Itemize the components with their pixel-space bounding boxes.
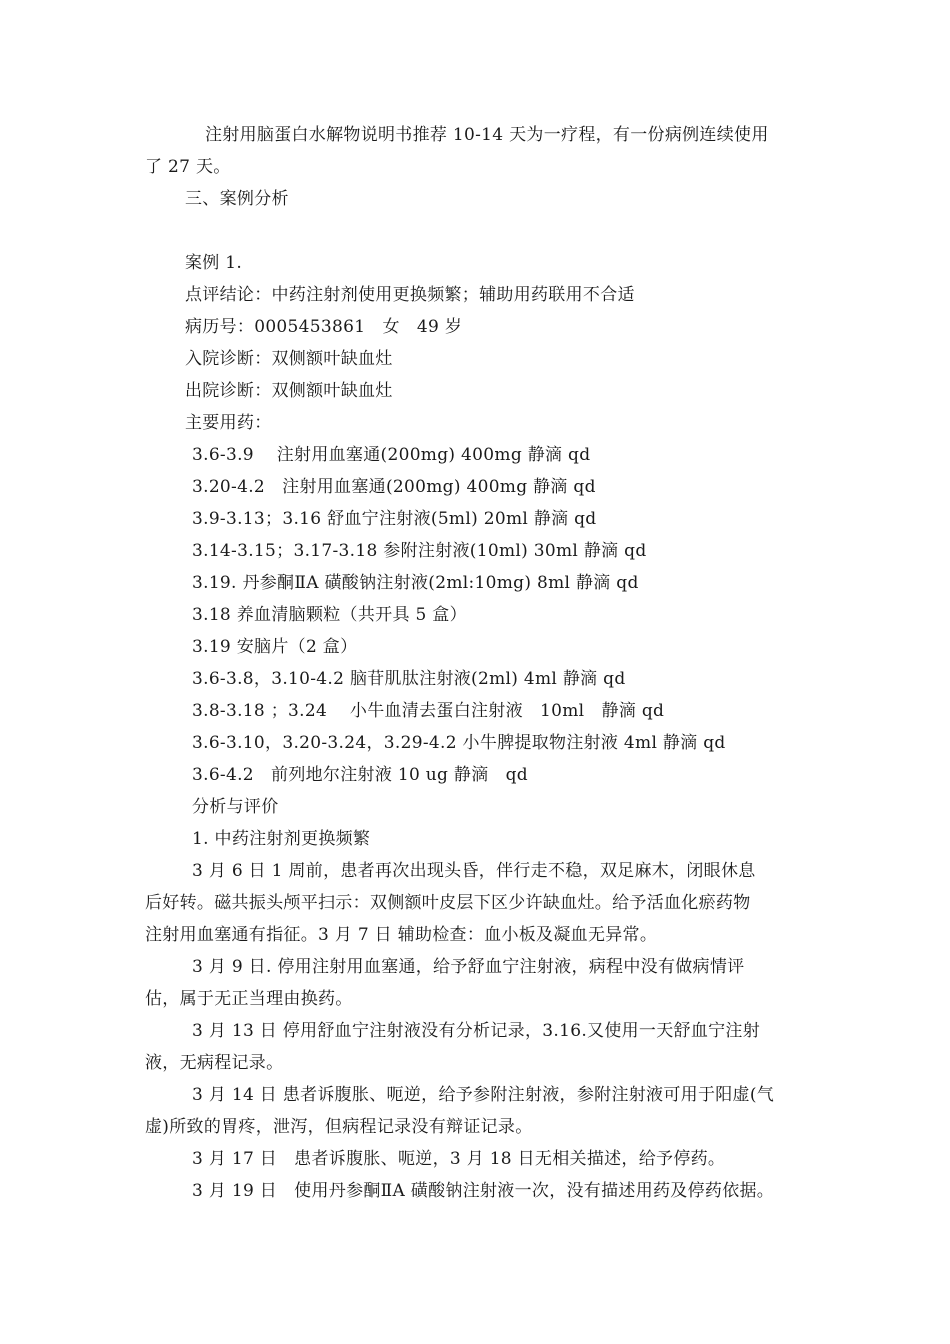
medication-item: 3.8-3.18 ；3.24 小牛血清去蛋白注射液 10ml 静滴 qd xyxy=(192,701,665,721)
discharge-diagnosis: 出院诊断：双侧额叶缺血灶 xyxy=(185,381,393,401)
section-heading: 三、案例分析 xyxy=(185,189,289,209)
medication-item: 3.6-3.8，3.10-4.2 脑苷肌肽注射液(2ml) 4ml 静滴 qd xyxy=(192,669,626,689)
paragraph-line: 3 月 14 日 患者诉腹胀、呃逆，给予参附注射液，参附注射液可用于阳虚(气 xyxy=(192,1085,775,1105)
paragraph-line: 注射用脑蛋白水解物说明书推荐 10-14 天为一疗程，有一份病例连续使用 xyxy=(205,125,769,145)
admission-diagnosis: 入院诊断：双侧额叶缺血灶 xyxy=(185,349,393,369)
medication-item: 3.19. 丹参酮ⅡA 磺酸钠注射液(2ml:10mg) 8ml 静滴 qd xyxy=(192,573,639,593)
main-medication-heading: 主要用药： xyxy=(185,413,272,433)
medication-item: 3.19 安脑片（2 盒） xyxy=(192,637,358,657)
paragraph-line: 3 月 13 日 停用舒血宁注射液没有分析记录，3.16.又使用一天舒血宁注射 xyxy=(192,1021,761,1041)
paragraph-line: 3 月 19 日 使用丹参酮ⅡA 磺酸钠注射液一次，没有描述用药及停药依据。 xyxy=(192,1181,775,1201)
medication-item: 3.18 养血清脑颗粒（共开具 5 盒） xyxy=(192,605,467,625)
paragraph-line: 后好转。磁共振头颅平扫示：双侧额叶皮层下区少许缺血灶。给予活血化瘀药物 xyxy=(145,893,751,913)
record-number: 病历号：0005453861 女 49 岁 xyxy=(185,317,463,337)
analysis-subheading: 1. 中药注射剂更换频繁 xyxy=(192,829,371,849)
paragraph-line: 虚)所致的胃疼，泄泻，但病程记录没有辩证记录。 xyxy=(145,1117,533,1137)
paragraph-line: 估，属于无正当理由换药。 xyxy=(145,989,353,1009)
medication-item: 3.6-4.2 前列地尔注射液 10 ug 静滴 qd xyxy=(192,765,528,785)
paragraph-line: 注射用血塞通有指征。3 月 7 日 辅助检查：血小板及凝血无异常。 xyxy=(145,925,658,945)
medication-item: 3.6-3.10，3.20-3.24，3.29-4.2 小牛脾提取物注射液 4ml 静滴 qd xyxy=(192,733,726,753)
review-conclusion: 点评结论：中药注射剂使用更换频繁；辅助用药联用不合适 xyxy=(185,285,635,305)
medication-item: 3.6-3.9 注射用血塞通(200mg) 400mg 静滴 qd xyxy=(192,445,591,465)
medication-item: 3.20-4.2 注射用血塞通(200mg) 400mg 静滴 qd xyxy=(192,477,596,497)
paragraph-line: 3 月 9 日. 停用注射用血塞通，给予舒血宁注射液，病程中没有做病情评 xyxy=(192,957,745,977)
paragraph-line: 3 月 17 日 患者诉腹胀、呃逆，3 月 18 日无相关描述，给予停药。 xyxy=(192,1149,726,1169)
case-title: 案例 1. xyxy=(185,253,243,273)
analysis-heading: 分析与评价 xyxy=(192,797,279,817)
paragraph-line: 3 月 6 日 1 周前，患者再次出现头昏，伴行走不稳，双足麻木，闭眼休息 xyxy=(192,861,756,881)
paragraph-line: 了 27 天。 xyxy=(145,157,231,177)
medication-item: 3.9-3.13；3.16 舒血宁注射液(5ml) 20ml 静滴 qd xyxy=(192,509,597,529)
paragraph-line: 液，无病程记录。 xyxy=(145,1053,284,1073)
medication-item: 3.14-3.15；3.17-3.18 参附注射液(10ml) 30ml 静滴 qd xyxy=(192,541,647,561)
